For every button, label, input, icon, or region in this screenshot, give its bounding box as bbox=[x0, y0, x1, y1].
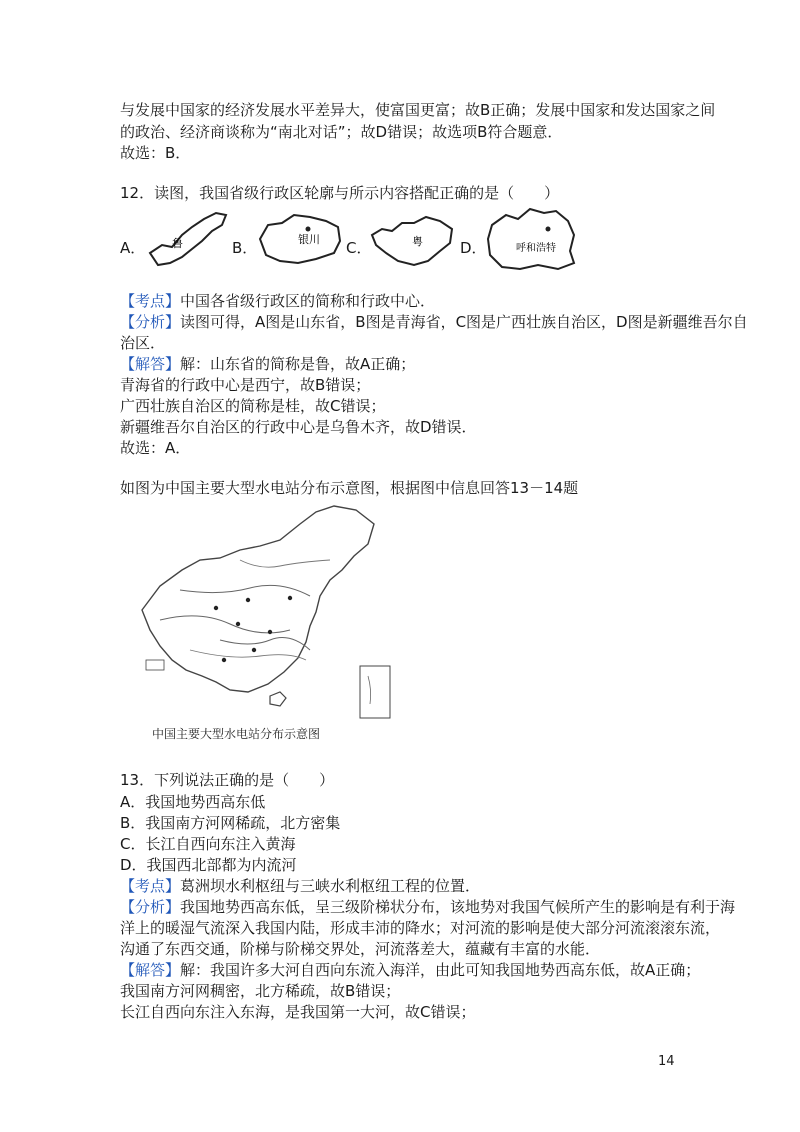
q13-fenxi-line-1: 我国地势西高东低，呈三级阶梯状分布，该地势对我国气候所产生的影响是有利于海 bbox=[180, 898, 736, 916]
q13-option: C．长江自西向东注入黄海 bbox=[120, 835, 296, 853]
q13-kaodian-tag: 【考点】 bbox=[120, 877, 181, 895]
intro-line-3: 故选：B． bbox=[120, 144, 191, 162]
q13-jieda-line-1: 解：我国许多大河自西向东流入海洋，由此可知我国地势西高东低，故A正确； bbox=[180, 961, 701, 979]
q12-fenxi-line-2: 治区． bbox=[120, 334, 166, 352]
q13-jieda bbox=[120, 960, 700, 980]
intro-line-2: 的政治、经济商谈称为“南北对话”；故D错误；故选项B符合题意． bbox=[120, 123, 563, 141]
q13-answer-line: 长江自西向东注入东海，是我国第一大河，故C错误； bbox=[120, 1003, 476, 1021]
guangxi-outline-map bbox=[368, 211, 460, 281]
q12-fenxi bbox=[120, 312, 748, 332]
q12-kaodian bbox=[120, 291, 435, 311]
q13-option: B．我国南方河网稀疏，北方密集 bbox=[120, 814, 341, 832]
q12-option-b-map-text: 银川 bbox=[298, 233, 320, 246]
q12-fenxi-line-1: 读图可得，A图是山东省，B图是青海省，C图是广西壮族自治区，D图是新疆维吾尔自 bbox=[180, 313, 748, 331]
q12-option-b-label: B． bbox=[232, 239, 258, 257]
q12-fenxi-tag: 【分析】 bbox=[120, 313, 181, 331]
xinjiang-outline-map bbox=[482, 205, 582, 277]
q12-answer-line: 新疆维吾尔自治区的行政中心是乌鲁木齐，故D错误． bbox=[120, 418, 477, 436]
intro-line-1: 与发展中国家的经济发展水平差异大，使富国更富；故B正确；发展中国家和发达国家之间 bbox=[120, 101, 716, 119]
q12-option-a-label: A． bbox=[120, 239, 146, 257]
q12-question: 12．读图，我国省级行政区轮廓与所示内容搭配正确的是（ ） bbox=[120, 184, 560, 202]
q12-answer-line: 故选：A． bbox=[120, 439, 191, 457]
q12-option-d-label: D． bbox=[460, 239, 487, 257]
q13-jieda-tag: 【解答】 bbox=[120, 961, 181, 979]
qinghai-outline-map bbox=[254, 207, 346, 277]
q12-option-c-map-text: 粤 bbox=[412, 235, 423, 248]
q13-option: A．我国地势西高东低 bbox=[120, 793, 266, 811]
q12-kaodian-text: 中国各省级行政区的简称和行政中心． bbox=[180, 292, 436, 310]
q12-jieda bbox=[120, 354, 415, 374]
q13-kaodian bbox=[120, 876, 480, 896]
q12-options bbox=[120, 205, 680, 285]
q12-answer-line: 广西壮族自治区的简称是桂，故C错误； bbox=[120, 397, 386, 415]
q13-option: D．我国西北部都为内流河 bbox=[120, 856, 297, 874]
q13-fenxi-tag: 【分析】 bbox=[120, 898, 181, 916]
q13-question: 13．下列说法正确的是（ ） bbox=[120, 771, 335, 789]
q12-kaodian-tag: 【考点】 bbox=[120, 292, 181, 310]
q13-answer-line: 我国南方河网稠密，北方稀疏，故B错误； bbox=[120, 982, 401, 1000]
q13-kaodian-text: 葛洲坝水利枢纽与三峡水利枢纽工程的位置． bbox=[180, 877, 481, 895]
page-number: 14 bbox=[658, 1054, 675, 1069]
q12-answer-line: 青海省的行政中心是西宁，故B错误； bbox=[120, 376, 371, 394]
map-caption: 中国主要大型水电站分布示意图 bbox=[152, 727, 321, 741]
q12-jieda-line-1: 解：山东省的简称是鲁，故A正确； bbox=[180, 355, 416, 373]
map-intro: 如图为中国主要大型水电站分布示意图，根据图中信息回答13－14题 bbox=[120, 479, 579, 497]
q12-option-c-label: C． bbox=[346, 239, 372, 257]
q12-option-a-map-text: 鲁 bbox=[172, 237, 183, 250]
q13-fenxi-line-3: 沟通了东西交通，阶梯与阶梯交界处，河流落差大，蕴藏有丰富的水能． bbox=[120, 940, 601, 958]
q12-option-d-map-text: 呼和浩特 bbox=[516, 243, 556, 254]
q13-fenxi-line-2: 洋上的暖湿气流深入我国内陆，形成丰沛的降水；对河流的影响是使大部分河流滚滚东流， bbox=[120, 919, 721, 937]
hydropower-map bbox=[120, 500, 392, 752]
q12-jieda-tag: 【解答】 bbox=[120, 355, 181, 373]
shandong-outline-map bbox=[142, 205, 234, 275]
q13-fenxi bbox=[120, 897, 735, 917]
